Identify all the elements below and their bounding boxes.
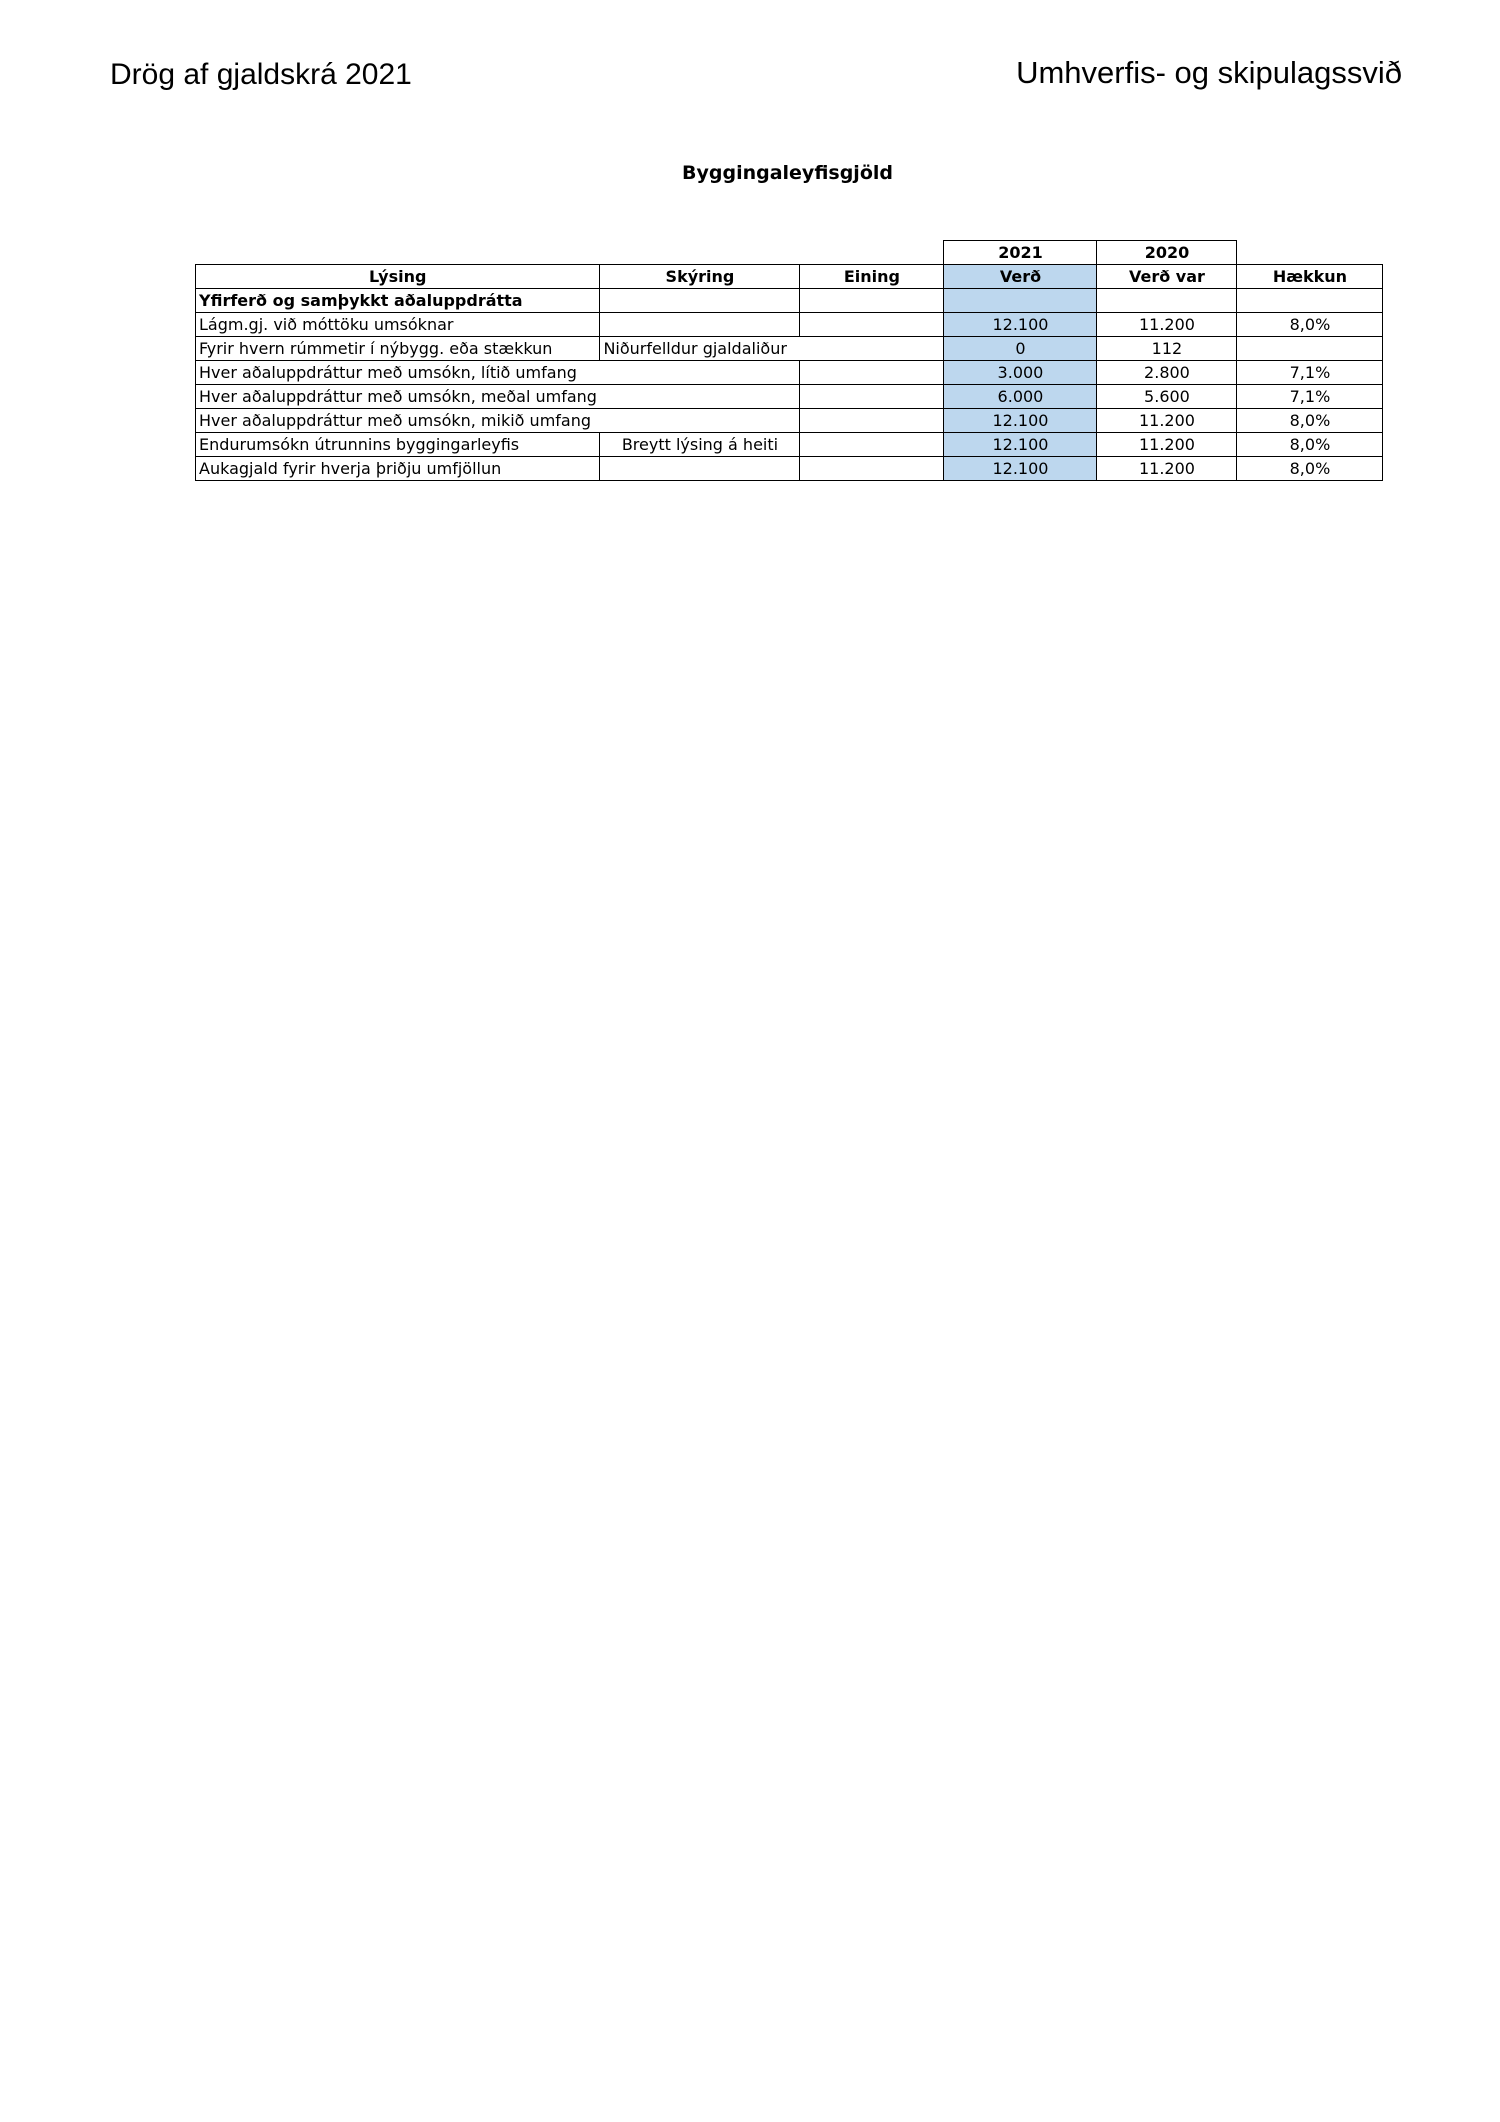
row-unit [800,409,944,433]
row-explanation [600,457,800,481]
row-price: 12.100 [944,457,1097,481]
row-prev-price: 112 [1097,337,1237,361]
column-header-unit: Eining [800,265,944,289]
fee-table [195,240,1383,481]
row-prev-price: 11.200 [1097,457,1237,481]
row-explanation [600,385,800,409]
row-price: 12.100 [944,433,1097,457]
table-row [196,457,1383,481]
row-increase: 8,0% [1237,409,1383,433]
row-description: Hver aðaluppdráttur með umsókn, meðal umfang [196,385,600,409]
document-header-left: Drög af gjaldskrá 2021 [110,58,412,91]
column-header-prev-price: Verð var [1097,265,1237,289]
row-increase [1237,337,1383,361]
row-explanation [600,361,800,385]
row-description: Hver aðaluppdráttur með umsókn, lítið umfang [196,361,600,385]
section-title: Yfirferð og samþykkt aðaluppdrátta [196,289,600,313]
row-increase: 7,1% [1237,361,1383,385]
table-row [196,433,1383,457]
row-explanation: Niðurfelldur gjaldaliður [600,337,800,361]
column-header-price: Verð [944,265,1097,289]
row-prev-price: 5.600 [1097,385,1237,409]
row-prev-price: 11.200 [1097,433,1237,457]
year-previous-cell: 2020 [1097,241,1237,265]
row-increase: 8,0% [1237,457,1383,481]
row-prev-price: 2.800 [1097,361,1237,385]
row-price: 0 [944,337,1097,361]
row-description: Lágm.gj. við móttöku umsóknar [196,313,600,337]
row-price: 6.000 [944,385,1097,409]
row-increase: 8,0% [1237,313,1383,337]
row-increase: 8,0% [1237,433,1383,457]
row-price: 12.100 [944,409,1097,433]
table-row [196,409,1383,433]
row-explanation: Breytt lýsing á heiti [600,433,800,457]
column-header-increase: Hækkun [1237,265,1383,289]
row-increase: 7,1% [1237,385,1383,409]
row-unit [800,457,944,481]
document-header-right: Umhverfis- og skipulagssvið [1016,55,1402,90]
table-row [196,313,1383,337]
column-header-row [196,265,1383,289]
row-unit [800,433,944,457]
row-price: 12.100 [944,313,1097,337]
table-row [196,385,1383,409]
row-prev-price: 11.200 [1097,313,1237,337]
row-price: 3.000 [944,361,1097,385]
year-row [196,241,1383,265]
row-explanation [600,313,800,337]
row-explanation [600,409,800,433]
year-current-cell: 2021 [944,241,1097,265]
row-description: Endurumsókn útrunnins byggingarleyfis [196,433,600,457]
page-title: Byggingaleyfisgjöld [682,162,893,184]
row-description: Fyrir hvern rúmmetir í nýbygg. eða stækkun [196,337,600,361]
row-description: Aukagjald fyrir hverja þriðju umfjöllun [196,457,600,481]
row-prev-price: 11.200 [1097,409,1237,433]
row-unit [800,361,944,385]
row-unit [800,313,944,337]
row-description: Hver aðaluppdráttur með umsókn, mikið umfang [196,409,600,433]
table-row [196,337,1383,361]
row-unit [800,385,944,409]
column-header-explanation: Skýring [600,265,800,289]
column-header-description: Lýsing [196,265,600,289]
row-unit [800,337,944,361]
section-row [196,289,1383,313]
table-row [196,361,1383,385]
